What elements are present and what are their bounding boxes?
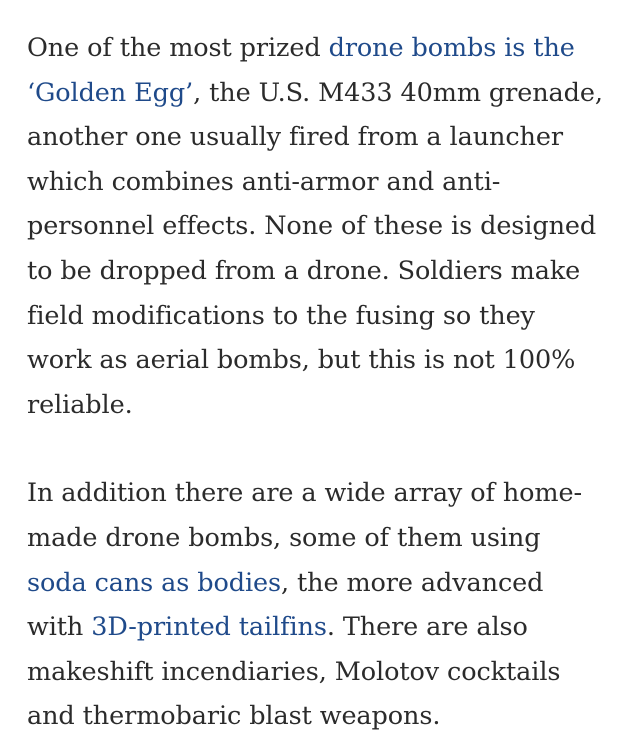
link-soda-cans[interactable]: soda cans as bodies (27, 567, 281, 598)
text-line: makeshift incendiaries, Molotov cocktails (27, 656, 561, 687)
text-segment: , the more advanced (281, 567, 544, 598)
text-line: work as aerial bombs, but this is not 100% (27, 345, 576, 376)
text-segment: . There are also (326, 612, 528, 643)
text-line: personnel effects. None of these is designed (27, 211, 597, 242)
text-line: to be dropped from a drone. Soldiers make (27, 255, 581, 286)
text-line (27, 561, 622, 606)
article-body (27, 26, 622, 739)
text-segment: with (27, 612, 92, 643)
paragraph-golden-egg (27, 26, 622, 427)
text-line (27, 605, 622, 650)
text-line: another one usually fired from a launcher (27, 122, 563, 153)
link-3d-printed-tailfins[interactable]: 3D-printed tailfins (91, 612, 327, 643)
text-line: made drone bombs, some of them using (27, 522, 541, 553)
text-line: In addition there are a wide array of home- (27, 478, 582, 509)
link-drone-bombs[interactable]: drone bombs is the (328, 33, 575, 63)
text-line: which combines anti-armor and anti- (27, 166, 501, 197)
text-segment: , the U.S. M433 40mm grenade, (193, 77, 603, 108)
text-line (27, 71, 622, 116)
text-line: reliable. (27, 389, 133, 420)
text-line: field modifications to the fusing so they (27, 300, 535, 331)
link-drone-bombs-continued[interactable]: ‘Golden Egg’ (27, 77, 194, 108)
text-line: and thermobaric blast weapons. (27, 701, 441, 732)
text-segment: One of the most prized (27, 33, 329, 63)
text-line (27, 26, 622, 71)
paragraph-home-made-bombs (27, 471, 622, 739)
